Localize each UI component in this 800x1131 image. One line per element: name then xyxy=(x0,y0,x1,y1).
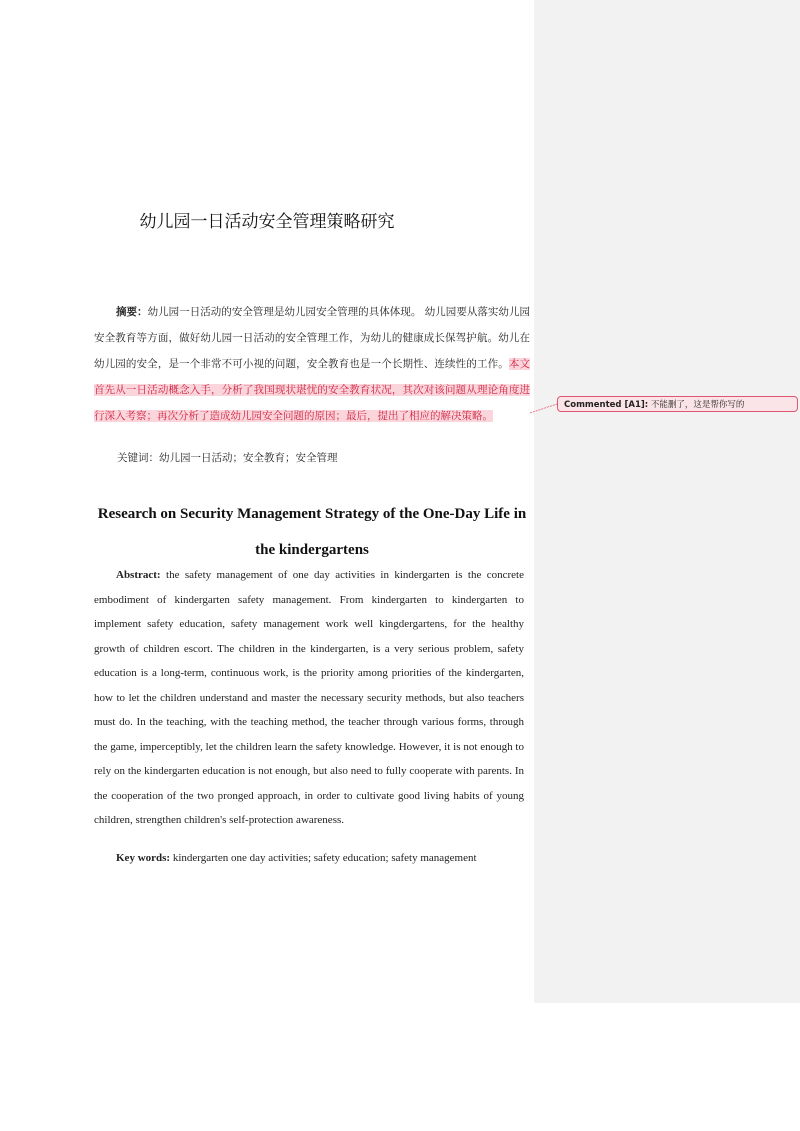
english-keywords-label: Key words: xyxy=(116,852,171,864)
commented-highlight[interactable]: 本文首先从一日活动概念入手，分析了我国现状堪忧的安全教育状况，其次对该问题从理论角度进行深入考察；再次分析了造成幼儿园安全问题的原因；最后，提出了相应的解决策略。 xyxy=(94,358,531,422)
chinese-title: 幼儿园一日活动安全管理策略研究 xyxy=(139,212,395,232)
english-keywords-text: kindergarten one day activities; safety education; safety management xyxy=(170,852,477,864)
chinese-abstract xyxy=(94,299,530,429)
chinese-abstract-label: 摘要： xyxy=(116,306,148,318)
english-keywords xyxy=(116,852,477,864)
chinese-keywords: 关键词：幼儿园一日活动；安全教育；安全管理 xyxy=(117,452,338,464)
english-title: Research on Security Management Strategy of the One-Day Life in the kindergartens xyxy=(97,506,527,558)
english-abstract xyxy=(94,563,524,833)
english-abstract-text: the safety management of one day activities in kindergarten is the concrete embodiment of kindergarten safety management. From kindergarten to kindergarten to implement safety education, safety management work well kingdergartens, for the healthy growth of children escort. The children in the kindergarten, is a very serious problem, safety education is a long-term, continuous work, is the priority among priorities of the kindergarten, how to let the children understand and master the necessary security methods, but also teachers must do. In the teaching, with the teaching method, the teacher through various forms, through the game, imperceptibly, let the children learn the safety knowledge. However, it is not enough to rely on the kindergarten education is not enough, but also need to fully cooperate with parents. In the cooperation of the two pronged approach, in order to cultivate good living habits of young children, strengthen children's self-protection awareness. xyxy=(94,569,524,826)
english-abstract-label: Abstract: xyxy=(116,569,161,581)
comment-pane xyxy=(534,0,800,1003)
chinese-abstract-text: 幼儿园一日活动的安全管理是幼儿园安全管理的具体体现。 幼儿园要从落实幼儿园安全教育等方面，做好幼儿园一日活动的安全管理工作，为幼儿的健康成长保驾护航。幼儿在幼儿园的安全，是一个非常不可小视的问题，安全教育也是一个长期性、连续性的工作。 xyxy=(94,306,530,370)
comment-balloon[interactable] xyxy=(557,396,798,412)
comment-text: 不能删了，这是帮你写的 xyxy=(648,400,745,410)
comment-author-label: Commented [A1]: xyxy=(564,400,649,410)
